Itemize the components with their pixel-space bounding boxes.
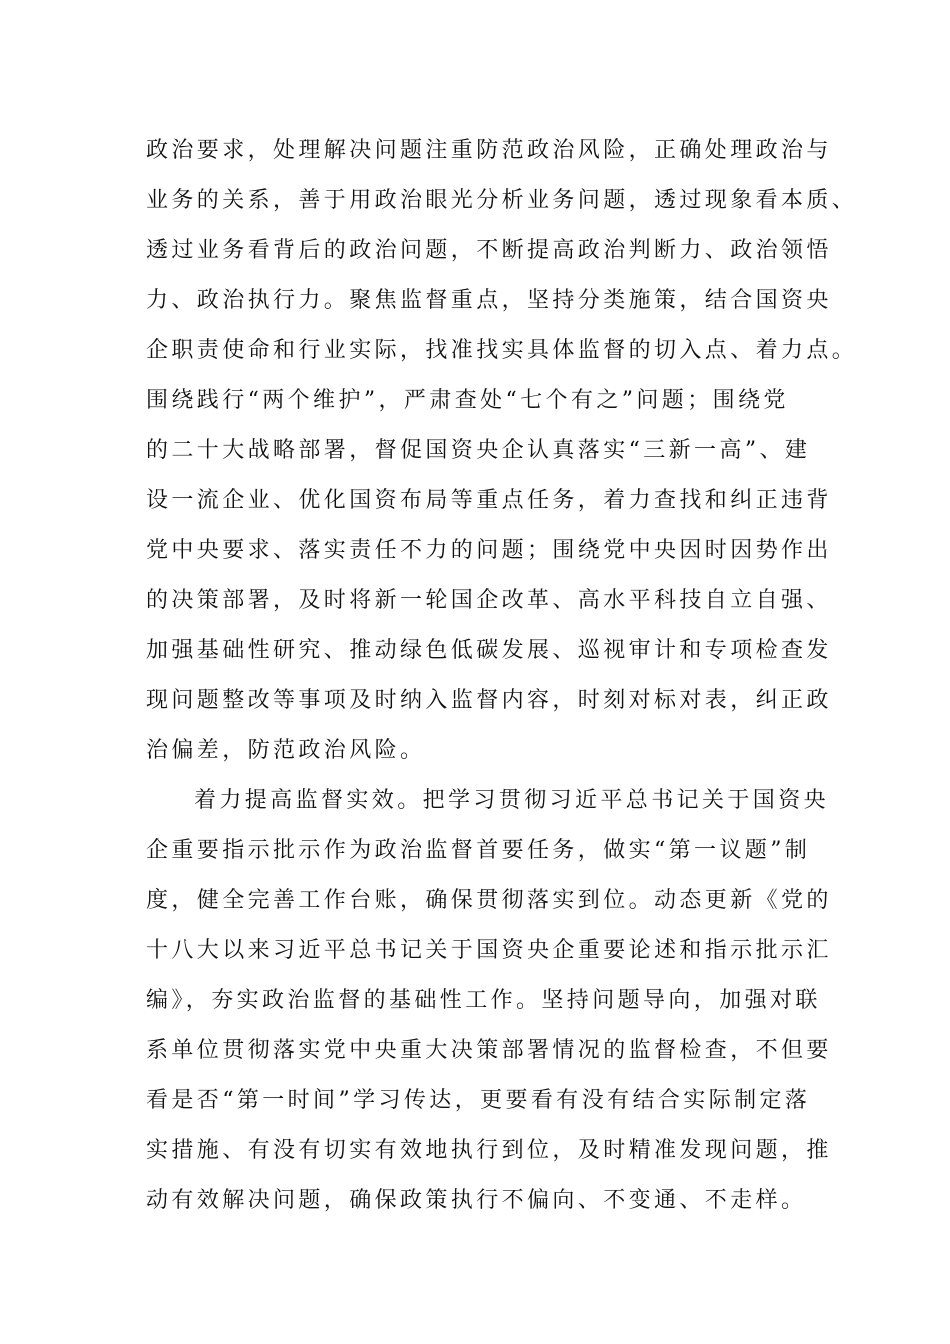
text-line: 企职责使命和行业实际，找准找实具体监督的切入点、着力点。 <box>146 338 858 363</box>
text-line: 政治要求，处理解决问题注重防范政治风险，正确处理政治与 <box>146 138 832 163</box>
text-line: 围绕践行“两个维护”，严肃查处“七个有之”问题；围绕党 <box>146 388 789 413</box>
text-line: 的决策部署，及时将新一轮国企改革、高水平科技自立自强、 <box>146 588 832 613</box>
text-line: 力、政治执行力。聚焦监督重点，坚持分类施策，结合国资央 <box>146 288 832 313</box>
text-line: 的二十大战略部署，督促国资央企认真落实“三新一高”、建 <box>146 438 811 463</box>
text-line: 系单位贯彻落实党中央重大决策部署情况的监督检查，不但要 <box>146 1038 832 1063</box>
text-line: 治偏差，防范政治风险。 <box>146 738 426 763</box>
paragraph-first-line: 着力提高监督实效。把学习贯彻习近平总书记关于国资央 <box>194 788 830 813</box>
text-line: 党中央要求、落实责任不力的问题；围绕党中央因时因势作出 <box>146 538 832 563</box>
text-line: 业务的关系，善于用政治眼光分析业务问题，透过现象看本质、 <box>146 188 858 213</box>
text-line: 度，健全完善工作台账，确保贯彻落实到位。动态更新《党的 <box>146 888 832 913</box>
text-line: 设一流企业、优化国资布局等重点任务，着力查找和纠正违背 <box>146 488 832 513</box>
text-line: 看是否“第一时间”学习传达，更要看有没有结合实际制定落 <box>146 1088 811 1113</box>
text-line: 动有效解决问题，确保政策执行不偏向、不变通、不走样。 <box>146 1188 807 1213</box>
text-line: 透过业务看背后的政治问题，不断提高政治判断力、政治领悟 <box>146 238 832 263</box>
text-line: 加强基础性研究、推动绿色低碳发展、巡视审计和专项检查发 <box>146 638 832 663</box>
text-line: 十八大以来习近平总书记关于国资央企重要论述和指示批示汇 <box>146 938 832 963</box>
text-line: 现问题整改等事项及时纳入监督内容，时刻对标对表，纠正政 <box>146 688 832 713</box>
text-line: 企重要指示批示作为政治监督首要任务，做实“第一议题”制 <box>146 838 811 863</box>
text-line: 编》，夯实政治监督的基础性工作。坚持问题导向，加强对联 <box>146 988 821 1013</box>
text-line: 实措施、有没有切实有效地执行到位，及时精准发现问题，推 <box>146 1138 832 1163</box>
